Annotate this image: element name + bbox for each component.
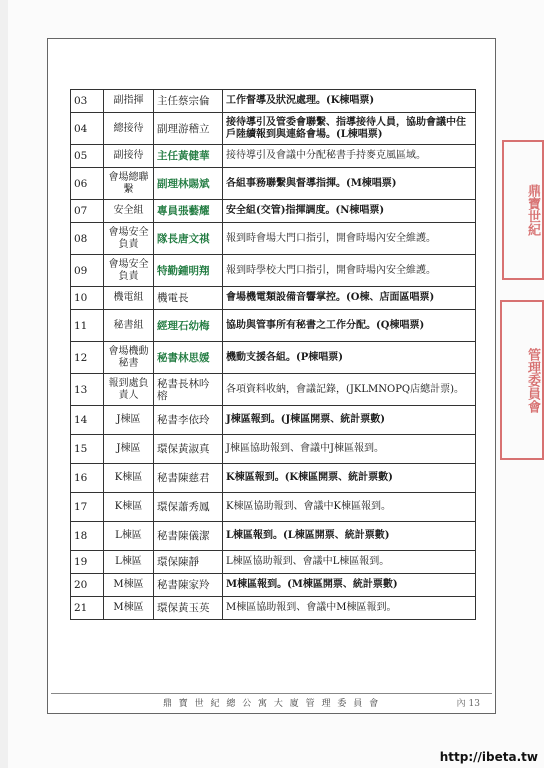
- row-task: L棟區協助報到、會議中L棟區報到。: [223, 551, 476, 574]
- row-number: 09: [71, 255, 104, 287]
- row-person: 環保黃玉英: [154, 597, 223, 620]
- row-number: 05: [71, 145, 104, 168]
- row-task: 報到時會場大門口指引，開會時場內安全維護。: [223, 223, 476, 255]
- watermark: http://ibeta.tw: [439, 750, 538, 764]
- row-role: 副指揮: [104, 90, 154, 113]
- row-task: J棟區報到。(J棟區開票、統計票數): [223, 406, 476, 435]
- row-task: M棟區協助報到、會議中M棟區報到。: [223, 597, 476, 620]
- row-person: 專員張藝耀: [154, 200, 223, 223]
- row-role: 機電組: [104, 287, 154, 310]
- row-number: 03: [71, 90, 104, 113]
- row-role: L棟區: [104, 551, 154, 574]
- table-row: [71, 522, 476, 551]
- row-role: J棟區: [104, 406, 154, 435]
- row-role: 會場安全負責: [104, 223, 154, 255]
- row-number: 08: [71, 223, 104, 255]
- row-role: 會場安全負責: [104, 255, 154, 287]
- table-row: [71, 145, 476, 168]
- table-row: [71, 435, 476, 464]
- row-number: 14: [71, 406, 104, 435]
- table-row: [71, 223, 476, 255]
- row-person: 環保蕭秀鳳: [154, 493, 223, 522]
- row-task: 接待導引及管委會聯繫、指導接待人員，協助會議中住戶陸續報到與連絡會場。(L棟唱票): [223, 113, 476, 145]
- row-person: 主任蔡宗倫: [154, 90, 223, 113]
- row-number: 07: [71, 200, 104, 223]
- table-row: [71, 200, 476, 223]
- row-task: 會場機電類設備音響掌控。(O棟、店面區唱票): [223, 287, 476, 310]
- row-role: J棟區: [104, 435, 154, 464]
- row-task: 安全組(交管)指揮調度。(N棟唱票): [223, 200, 476, 223]
- row-task: 各組事務聯繫與督導指揮。(M棟唱票): [223, 168, 476, 200]
- row-task: 機動支援各組。(P棟唱票): [223, 342, 476, 374]
- row-person: 經理石幼梅: [154, 310, 223, 342]
- footer-title: 鼎 寶 世 紀 總 公 寓 大 廈 管 理 委 員 會: [162, 699, 381, 709]
- table-row: [71, 374, 476, 406]
- row-number: 17: [71, 493, 104, 522]
- staff-assignment-table: [70, 89, 476, 620]
- row-number: 21: [71, 597, 104, 620]
- row-task: K棟區協助報到、會議中K棟區報到。: [223, 493, 476, 522]
- row-person: 副理游稽立: [154, 113, 223, 145]
- row-number: 13: [71, 374, 104, 406]
- row-person: 特勤鍾明翔: [154, 255, 223, 287]
- row-task: K棟區報到。(K棟區開票、統計票數): [223, 464, 476, 493]
- row-task: 工作督導及狀況處理。(K棟唱票): [223, 90, 476, 113]
- row-number: 06: [71, 168, 104, 200]
- table-row: [71, 551, 476, 574]
- table-row: [71, 597, 476, 620]
- row-role: K棟區: [104, 493, 154, 522]
- row-role: M棟區: [104, 597, 154, 620]
- row-person: 隊長唐文祺: [154, 223, 223, 255]
- row-number: 18: [71, 522, 104, 551]
- row-role: M棟區: [104, 574, 154, 597]
- row-number: 11: [71, 310, 104, 342]
- red-seal-stamp: 鼎寶世紀: [502, 140, 544, 280]
- row-task: 各項資料收納，會議記錄，(JKLMNOPQ店總計票)。: [223, 374, 476, 406]
- row-person: 機電長: [154, 287, 223, 310]
- row-person: 環保陳靜: [154, 551, 223, 574]
- row-task: 報到時學校大門口指引，開會時場內安全維護。: [223, 255, 476, 287]
- row-role: 報到處負責人: [104, 374, 154, 406]
- table-row: [71, 464, 476, 493]
- table-row: [71, 310, 476, 342]
- row-person: 副理林賜斌: [154, 168, 223, 200]
- row-role: 會場機動秘書: [104, 342, 154, 374]
- row-person: 秘書陳儀潔: [154, 522, 223, 551]
- table-row: [71, 493, 476, 522]
- row-role: 副接待: [104, 145, 154, 168]
- row-number: 12: [71, 342, 104, 374]
- row-task: M棟區報到。(M棟區開票、統計票數): [223, 574, 476, 597]
- table-row: [71, 287, 476, 310]
- row-person: 秘書李依玲: [154, 406, 223, 435]
- table-row: [71, 168, 476, 200]
- table-row: [71, 113, 476, 145]
- table-row: [71, 342, 476, 374]
- row-person: 秘書林思媛: [154, 342, 223, 374]
- row-role: 會場總聯繫: [104, 168, 154, 200]
- row-role: 秘書組: [104, 310, 154, 342]
- row-task: 接待導引及會議中分配秘書手持麥克風區域。: [223, 145, 476, 168]
- row-task: J棟區協助報到、會議中J棟區報到。: [223, 435, 476, 464]
- page-number: 內 13: [456, 699, 480, 709]
- row-number: 20: [71, 574, 104, 597]
- table-row: [71, 574, 476, 597]
- row-number: 10: [71, 287, 104, 310]
- table-row: [71, 255, 476, 287]
- row-role: 安全組: [104, 200, 154, 223]
- red-seal-stamp-committee: 管理委員會: [500, 300, 544, 460]
- row-person: 環保黃淑真: [154, 435, 223, 464]
- page-edge: [0, 0, 8, 768]
- row-person: 主任黃健華: [154, 145, 223, 168]
- row-person: 秘書陳慈君: [154, 464, 223, 493]
- row-number: 04: [71, 113, 104, 145]
- row-person: 秘書長林吟榕: [154, 374, 223, 406]
- row-role: 總接待: [104, 113, 154, 145]
- row-role: K棟區: [104, 464, 154, 493]
- row-task: L棟區報到。(L棟區開票、統計票數): [223, 522, 476, 551]
- row-task: 協助與管事所有秘書之工作分配。(Q棟唱票): [223, 310, 476, 342]
- row-number: 15: [71, 435, 104, 464]
- row-number: 19: [71, 551, 104, 574]
- table-row: [71, 406, 476, 435]
- row-number: 16: [71, 464, 104, 493]
- table-row: [71, 90, 476, 113]
- row-person: 秘書陳家羚: [154, 574, 223, 597]
- row-role: L棟區: [104, 522, 154, 551]
- page-footer: [51, 693, 492, 711]
